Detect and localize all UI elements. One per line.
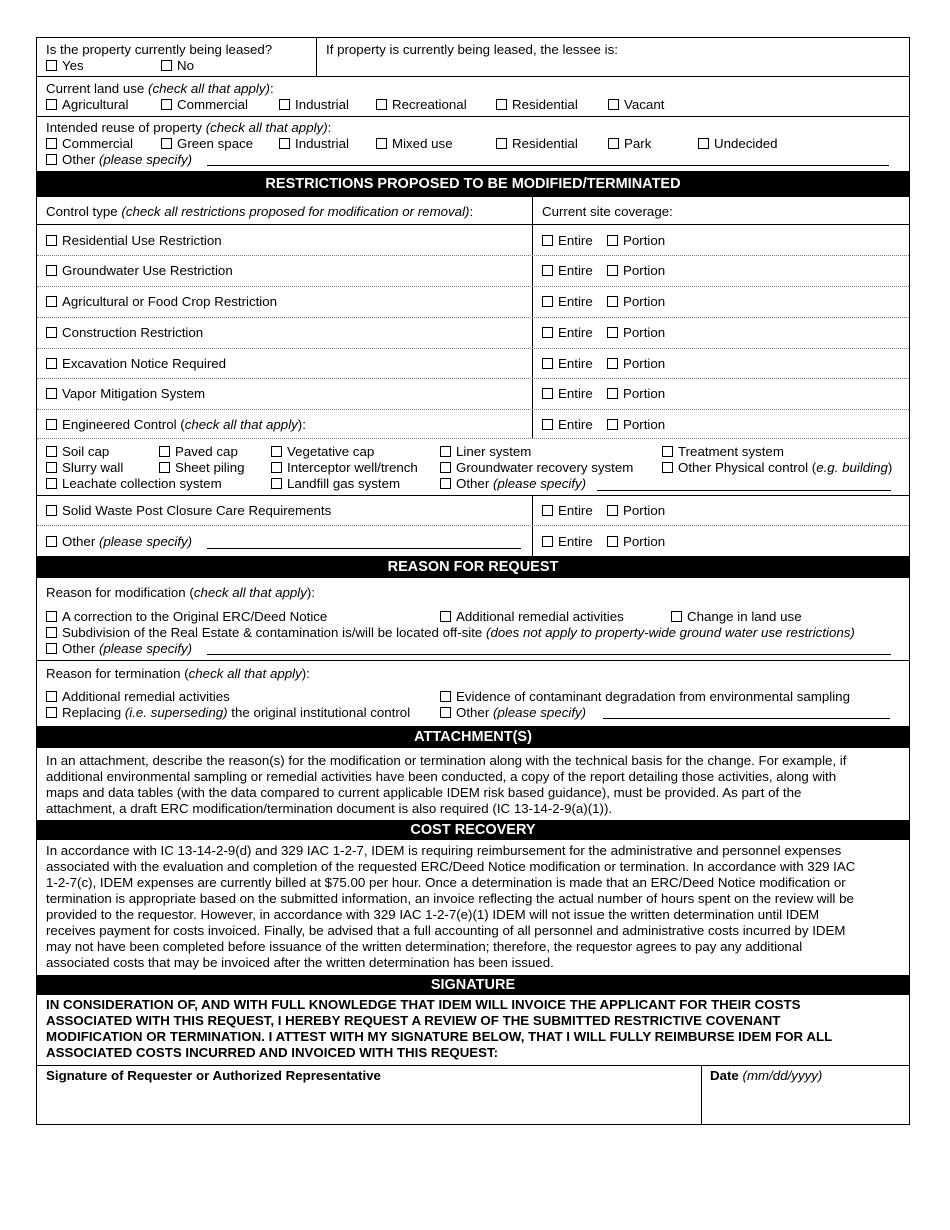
divider: [37, 224, 909, 225]
checkbox[interactable]: [46, 296, 57, 307]
checkbox[interactable]: [279, 99, 290, 110]
checkbox[interactable]: [440, 446, 451, 457]
restriction-excavation-notice[interactable]: Excavation Notice Required: [46, 356, 226, 371]
signature-label: Signature of Requester or Authorized Representative: [46, 1068, 381, 1083]
row-divider: [37, 378, 909, 379]
attachment-header: ATTACHMENT(S): [37, 726, 909, 748]
checkbox[interactable]: [698, 138, 709, 149]
eng-landfill-gas[interactable]: Landfill gas system: [271, 476, 400, 491]
checkbox[interactable]: [607, 388, 618, 399]
checkbox[interactable]: [271, 478, 282, 489]
eng-interceptor[interactable]: Interceptor well/trench: [271, 460, 418, 475]
eng-liner-system[interactable]: Liner system: [440, 444, 531, 459]
signature-attestation: IN CONSIDERATION OF, AND WITH FULL KNOWLEDGE THAT IDEM WILL INVOICE THE APPLICANT FOR THEIR COSTS ASSOCIATED WITH THIS REQUEST, I HEREBY REQUEST A REVIEW OF THE SUBMITTED RESTRICTIVE COVENANT MODIFICATION OR TERMINATION. I ATTEST WITH MY SIGNATURE BELOW, THAT I WILL FULLY REIMBURSE IDEM FOR ALL ASSOCIATED COSTS INCURRED AND INVOICED WITH THIS REQUEST:: [46, 997, 833, 1060]
reuse-green-space[interactable]: Green space: [161, 136, 253, 151]
reason-header: REASON FOR REQUEST: [37, 556, 909, 578]
checkbox[interactable]: [542, 388, 553, 399]
checkbox[interactable]: [46, 265, 57, 276]
checkbox[interactable]: [440, 611, 451, 622]
checkbox[interactable]: [607, 505, 618, 516]
checkbox[interactable]: [46, 707, 57, 718]
date-label: Date (mm/dd/yyyy): [710, 1068, 823, 1083]
mod-correction[interactable]: A correction to the Original ERC/Deed Notice: [46, 609, 327, 624]
restrictions-header: RESTRICTIONS PROPOSED TO BE MODIFIED/TERMINATED: [37, 171, 909, 197]
land-use-agricultural[interactable]: Agricultural: [46, 97, 129, 112]
checkbox[interactable]: [46, 154, 57, 165]
lessee-label: If property is currently being leased, the lessee is:: [326, 42, 618, 57]
mod-change-land-use[interactable]: Change in land use: [671, 609, 802, 624]
lease-yes-checkbox[interactable]: [46, 60, 57, 71]
checkbox[interactable]: [542, 358, 553, 369]
reuse-industrial[interactable]: Industrial: [279, 136, 349, 151]
reuse-other[interactable]: Other (please specify): [46, 152, 192, 167]
checkbox[interactable]: [46, 235, 57, 246]
restriction-residential-use[interactable]: Residential Use Restriction: [46, 233, 222, 248]
term-other-input[interactable]: [603, 718, 890, 719]
checkbox[interactable]: [440, 691, 451, 702]
checkbox[interactable]: [46, 627, 57, 638]
checkbox[interactable]: [159, 462, 170, 473]
checkbox[interactable]: [46, 327, 57, 338]
checkbox[interactable]: [46, 611, 57, 622]
checkbox[interactable]: [542, 296, 553, 307]
eng-groundwater-recovery[interactable]: Groundwater recovery system: [440, 460, 633, 475]
land-use-recreational[interactable]: Recreational: [376, 97, 467, 112]
land-use-industrial[interactable]: Industrial: [279, 97, 349, 112]
land-use-commercial[interactable]: Commercial: [161, 97, 248, 112]
checkbox[interactable]: [607, 265, 618, 276]
coverage-entire[interactable]: Entire: [542, 263, 593, 278]
modification-label: Reason for modification (check all that apply):: [46, 585, 316, 600]
checkbox[interactable]: [542, 327, 553, 338]
coverage-portion[interactable]: Portion: [607, 417, 665, 432]
restriction-solid-waste[interactable]: Solid Waste Post Closure Care Requirements: [46, 503, 331, 518]
reuse-mixed-use[interactable]: Mixed use: [376, 136, 453, 151]
coverage-portion[interactable]: Portion: [607, 534, 665, 549]
term-evidence[interactable]: Evidence of contaminant degradation from environmental sampling: [440, 689, 850, 704]
eng-paved-cap[interactable]: Paved cap: [159, 444, 238, 459]
reuse-label: Intended reuse of property (check all that apply):: [46, 120, 332, 135]
coverage-label: Current site coverage:: [542, 204, 673, 219]
eng-other[interactable]: Other (please specify): [440, 476, 586, 491]
term-other[interactable]: Other (please specify): [440, 705, 586, 720]
signature-header: SIGNATURE: [37, 975, 909, 995]
eng-sheet-piling[interactable]: Sheet piling: [159, 460, 245, 475]
date-field[interactable]: [702, 1086, 910, 1124]
row-divider: [37, 255, 909, 256]
divider: [37, 76, 909, 77]
checkbox[interactable]: [496, 138, 507, 149]
checkbox[interactable]: [159, 446, 170, 457]
lease-no-checkbox[interactable]: [161, 60, 172, 71]
restriction-other-input[interactable]: [207, 548, 521, 549]
checkbox[interactable]: [46, 691, 57, 702]
coverage-entire[interactable]: Entire: [542, 503, 593, 518]
checkbox[interactable]: [46, 536, 57, 547]
checkbox[interactable]: [542, 265, 553, 276]
eng-slurry-wall[interactable]: Slurry wall: [46, 460, 123, 475]
signature-field[interactable]: [37, 1065, 701, 1125]
coverage-portion[interactable]: Portion: [607, 263, 665, 278]
land-use-label: Current land use (check all that apply):: [46, 81, 274, 96]
termination-label: Reason for termination (check all that apply):: [46, 666, 310, 681]
mod-other-input[interactable]: [207, 654, 891, 655]
checkbox[interactable]: [46, 138, 57, 149]
checkbox[interactable]: [46, 388, 57, 399]
row-divider: [37, 317, 909, 318]
checkbox[interactable]: [46, 419, 57, 430]
restriction-agricultural-food-crop[interactable]: Agricultural or Food Crop Restriction: [46, 294, 277, 309]
coverage-portion[interactable]: Portion: [607, 356, 665, 371]
coverage-entire[interactable]: Entire: [542, 233, 593, 248]
checkbox[interactable]: [607, 536, 618, 547]
reuse-undecided[interactable]: Undecided: [698, 136, 778, 151]
row-divider: [37, 286, 909, 287]
checkbox[interactable]: [376, 138, 387, 149]
attachment-text: In an attachment, describe the reason(s) for the modification or termination along with the technical basis for the change. For example, if additional environmental sampling or remedial activities have been conducted, a copy of the report detailing those activities, along with maps and data tables (with the data compared to current applicable IDEM risk based guidance), must be provided. As part of the attachment, a draft ERC modification/termination document is also required (IC 13-14-2-9(a)(1)).: [46, 753, 847, 816]
coverage-portion[interactable]: Portion: [607, 386, 665, 401]
cost-recovery-text: In accordance with IC 13-14-2-9(d) and 329 IAC 1-2-7, IDEM is requiring reimbursement for the administrative and personnel expenses associated with the evaluation and completion of the requested ERC/Deed Notice modification or termination. In accordance with 329 IAC 1-2-7(c), IDEM expenses are currently billed at $75.00 per hour. Once a determination is made that an ERC/Deed Notice modification or termination is appropriate based on the submitted information, an invoice reflecting the actual number of hours spent on the review will be provided to the requestor. However, in accordance with 329 IAC 1-2-7(e)(1) IDEM will not issue the written determination until IDEM receives payment for costs invoiced. Finally, be advised that a full accounting of all personnel and administrative costs incurred by IDEM may not have been completed before issuance of the written determination; therefore, the requestor agrees to pay any additional associated costs that may be invoiced after the written determination has been issued.: [46, 843, 856, 970]
checkbox[interactable]: [542, 235, 553, 246]
coverage-entire[interactable]: Entire: [542, 534, 593, 549]
checkbox[interactable]: [496, 99, 507, 110]
lease-yes-option[interactable]: Yes: [46, 58, 84, 73]
eng-other-input[interactable]: [597, 490, 891, 491]
reuse-residential[interactable]: Residential: [496, 136, 578, 151]
coverage-entire[interactable]: Entire: [542, 386, 593, 401]
coverage-entire[interactable]: Entire: [542, 294, 593, 309]
eng-other-physical[interactable]: Other Physical control (e.g. building): [662, 460, 892, 475]
mod-additional-remedial[interactable]: Additional remedial activities: [440, 609, 624, 624]
checkbox[interactable]: [671, 611, 682, 622]
checkbox[interactable]: [440, 462, 451, 473]
row-divider: [37, 409, 909, 410]
mod-subdivision[interactable]: Subdivision of the Real Estate & contamination is/will be located off-site (does not apply to property-wide ground water use restrictions): [46, 625, 855, 640]
checkbox[interactable]: [46, 643, 57, 654]
eng-soil-cap[interactable]: Soil cap: [46, 444, 109, 459]
row-divider: [37, 525, 909, 526]
checkbox[interactable]: [46, 446, 57, 457]
row-divider: [37, 438, 909, 439]
checkbox[interactable]: [46, 478, 57, 489]
mod-other[interactable]: Other (please specify): [46, 641, 192, 656]
divider: [37, 495, 909, 496]
checkbox[interactable]: [161, 99, 172, 110]
land-use-residential[interactable]: Residential: [496, 97, 578, 112]
checkbox[interactable]: [279, 138, 290, 149]
coverage-portion[interactable]: Portion: [607, 503, 665, 518]
lease-no-option[interactable]: No: [161, 58, 194, 73]
checkbox[interactable]: [376, 99, 387, 110]
checkbox[interactable]: [607, 327, 618, 338]
checkbox[interactable]: [46, 99, 57, 110]
reuse-commercial[interactable]: Commercial: [46, 136, 133, 151]
checkbox[interactable]: [608, 99, 619, 110]
eng-treatment-system[interactable]: Treatment system: [662, 444, 784, 459]
checkbox[interactable]: [440, 478, 451, 489]
restriction-engineered-control[interactable]: Engineered Control (check all that apply):: [46, 417, 306, 432]
divider: [37, 660, 909, 661]
checkbox[interactable]: [46, 462, 57, 473]
reuse-park[interactable]: Park: [608, 136, 651, 151]
checkbox[interactable]: [46, 358, 57, 369]
cost-recovery-header: COST RECOVERY: [37, 820, 909, 840]
restriction-construction[interactable]: Construction Restriction: [46, 325, 203, 340]
checkbox[interactable]: [607, 235, 618, 246]
checkbox[interactable]: [662, 446, 673, 457]
checkbox[interactable]: [607, 419, 618, 430]
coverage-portion[interactable]: Portion: [607, 233, 665, 248]
checkbox[interactable]: [271, 462, 282, 473]
lease-question: Is the property currently being leased?: [46, 42, 273, 57]
lease-divider: [316, 38, 317, 76]
restriction-other[interactable]: Other (please specify): [46, 534, 192, 549]
eng-leachate[interactable]: Leachate collection system: [46, 476, 222, 491]
checkbox[interactable]: [542, 419, 553, 430]
term-replacing[interactable]: Replacing (i.e. superseding) the original institutional control: [46, 705, 410, 720]
checkbox[interactable]: [542, 536, 553, 547]
coverage-portion[interactable]: Portion: [607, 294, 665, 309]
row-divider: [37, 348, 909, 349]
checkbox[interactable]: [542, 505, 553, 516]
coverage-entire[interactable]: Entire: [542, 417, 593, 432]
checkbox[interactable]: [440, 707, 451, 718]
reuse-other-input[interactable]: [207, 165, 889, 166]
control-type-label: Control type (check all restrictions proposed for modification or removal):: [46, 204, 474, 219]
erc-modification-form: [36, 37, 910, 1125]
term-additional-remedial[interactable]: Additional remedial activities: [46, 689, 230, 704]
restriction-groundwater-use[interactable]: Groundwater Use Restriction: [46, 263, 233, 278]
eng-vegetative-cap[interactable]: Vegetative cap: [271, 444, 374, 459]
divider: [37, 116, 909, 117]
coverage-entire[interactable]: Entire: [542, 325, 593, 340]
checkbox[interactable]: [161, 138, 172, 149]
checkbox[interactable]: [662, 462, 673, 473]
checkbox[interactable]: [271, 446, 282, 457]
coverage-entire[interactable]: Entire: [542, 356, 593, 371]
checkbox[interactable]: [607, 296, 618, 307]
checkbox[interactable]: [608, 138, 619, 149]
coverage-portion[interactable]: Portion: [607, 325, 665, 340]
checkbox[interactable]: [46, 505, 57, 516]
land-use-vacant[interactable]: Vacant: [608, 97, 664, 112]
checkbox[interactable]: [607, 358, 618, 369]
restriction-vapor-mitigation[interactable]: Vapor Mitigation System: [46, 386, 205, 401]
